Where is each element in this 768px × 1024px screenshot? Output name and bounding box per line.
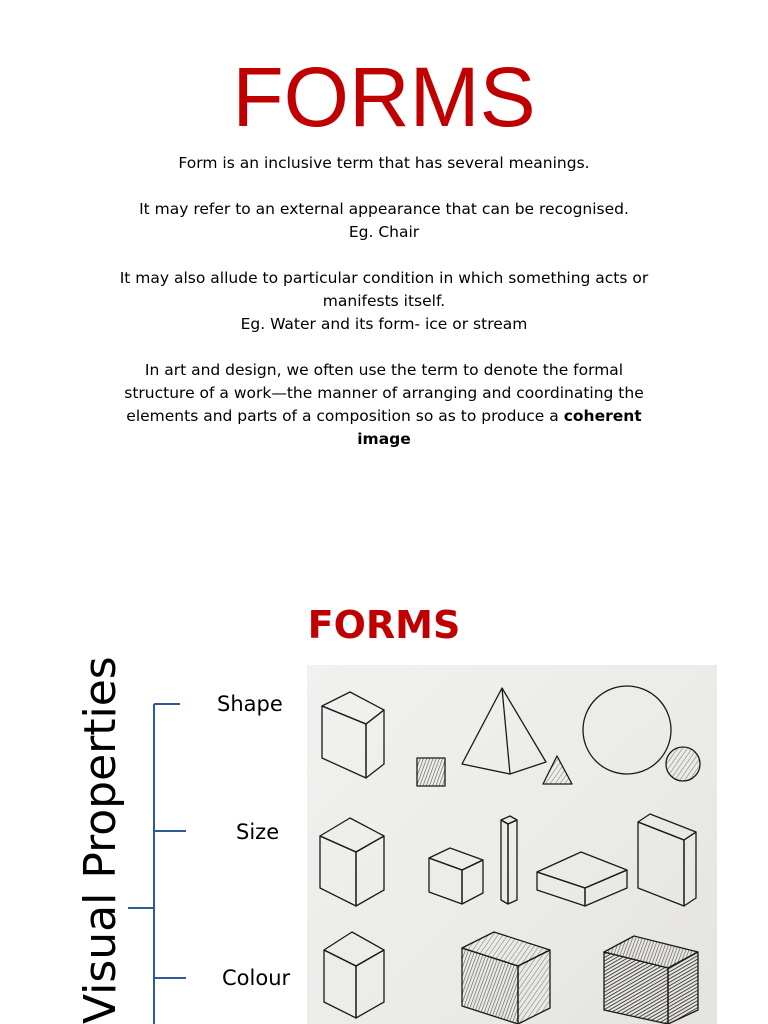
diagram-title: FORMS xyxy=(307,603,461,647)
intro-paragraph-3-example: Eg. Water and its form- ice or stream xyxy=(240,315,528,333)
cube-large-drawing xyxy=(322,692,384,778)
small-triangle-drawing xyxy=(543,756,572,784)
intro-paragraph-2-text: It may refer to an external appearance that can be recognised. xyxy=(139,200,629,218)
flat-slab-drawing xyxy=(537,852,627,906)
property-shape: Shape xyxy=(217,692,283,716)
page-title: FORMS xyxy=(232,50,536,144)
property-colour: Colour xyxy=(222,966,291,990)
intro-paragraph-2-example: Eg. Chair xyxy=(348,223,420,241)
small-circle-drawing xyxy=(666,747,700,781)
intro-paragraph-4-text: In art and design, we often use the term to denote the formal structure of a work—the manner of arranging and coordinating the elements and parts of a composition so as to produce a xyxy=(124,361,644,425)
visual-properties-label: Visual Properties xyxy=(75,656,126,1024)
cube-big-drawing xyxy=(320,818,384,906)
intro-paragraph-1: Form is an inclusive term that has several meanings. xyxy=(178,154,590,172)
property-size: Size xyxy=(236,820,280,844)
intro-paragraph-4-bold: coherent image xyxy=(357,407,642,448)
intro-paragraph-3-text: It may also allude to particular condition in which something acts or manifests itself. xyxy=(119,269,649,310)
large-circle-drawing xyxy=(583,686,671,774)
cube-grey-drawing xyxy=(462,932,550,1024)
cube-outline-drawing xyxy=(324,932,384,1018)
cube-dark-drawing xyxy=(604,936,698,1024)
cube-small-drawing xyxy=(429,848,483,904)
pyramid-drawing xyxy=(462,688,546,774)
tall-box-drawing xyxy=(638,814,696,906)
small-square-drawing xyxy=(417,758,445,786)
tall-prism-drawing xyxy=(501,816,517,904)
